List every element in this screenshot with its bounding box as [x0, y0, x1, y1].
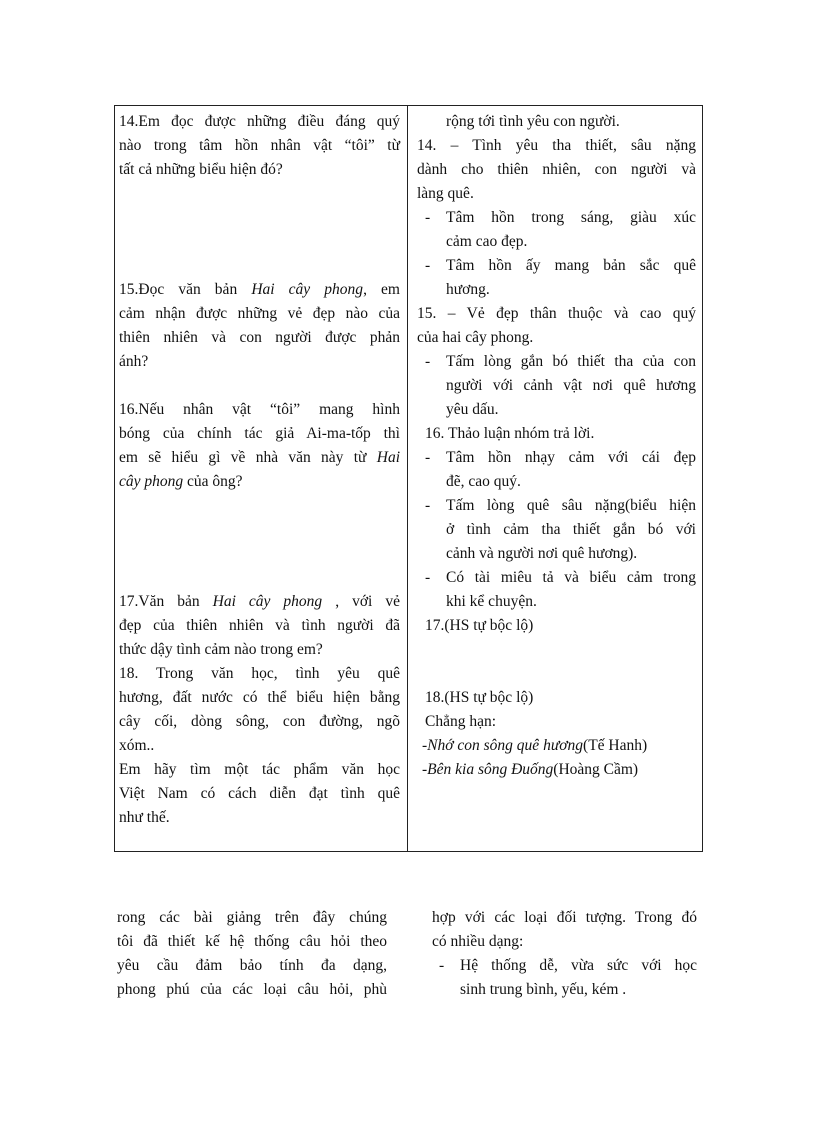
text-line: cảnh và người nơi quê hương).: [446, 545, 638, 562]
text-line: cây cối, dòng sông, con đường, ngõ: [119, 713, 400, 730]
text-line: ở tình cảm tha thiết gắn bó với: [446, 521, 696, 538]
text-line: của hai cây phong.: [417, 329, 534, 346]
text-line: ánh?: [119, 353, 149, 370]
text-line: em sẽ hiểu gì về nhà văn này từ Hai: [119, 449, 400, 466]
text-line: hương.: [446, 281, 490, 298]
answer-continuation: rộng tới tình yêu con người.: [446, 113, 620, 130]
text-line: Em hãy tìm một tác phẩm văn học: [119, 761, 400, 778]
text-line: 14. – Tình yêu tha thiết, sâu nặng: [417, 137, 696, 154]
bullet-dash: -: [439, 957, 445, 974]
text-line: 17.Văn bản Hai cây phong , với vẻ: [119, 593, 401, 610]
text-line: 16. Thảo luận nhóm trả lời.: [425, 425, 595, 442]
text-line: -Nhớ con sông quê hương(Tế Hanh): [422, 737, 648, 754]
text-line: 15. – Vẻ đẹp thân thuộc và cao quý: [417, 305, 696, 322]
text-line: 14.Em đọc được những điều đáng quý: [119, 113, 400, 130]
text-line: làng quê.: [417, 185, 474, 202]
text-line: Tấm lòng quê sâu nặng(biểu hiện: [446, 497, 696, 514]
text-line: Có tài miêu tả và biểu cảm trong: [446, 569, 696, 586]
text-line: Hệ thống dễ, vừa sức với học: [460, 957, 697, 974]
text-line: đẹp của thiên nhiên và tình người đã: [119, 617, 400, 634]
text-line: rong các bài giảng trên đây chúng: [117, 909, 387, 926]
bullet-dash: -: [425, 497, 431, 514]
text-line: thức dậy tình cảm nào trong em?: [119, 641, 323, 658]
text-line: khi kể chuyện.: [446, 593, 537, 610]
text-line: Tâm hồn trong sáng, giàu xúc: [446, 209, 696, 226]
text-line: có nhiều dạng:: [432, 933, 524, 950]
text-line: 16.Nếu nhân vật “tôi” mang hình: [119, 401, 400, 418]
text-line: cảm nhận được những vẻ đẹp nào của: [119, 305, 400, 322]
column-divider: [407, 105, 408, 852]
text-line: hương, đất nước có thể biểu hiện bằng: [119, 689, 400, 706]
text-line: thiên nhiên và con người được phản: [119, 329, 400, 346]
bullet-dash: -: [425, 569, 431, 586]
text-line: -Bên kia sông Đuống(Hoàng Cầm): [422, 761, 639, 778]
text-line: 18.(HS tự bộc lộ): [425, 689, 534, 706]
text-line: tôi đã thiết kế hệ thống câu hỏi theo: [117, 933, 387, 950]
text-line: yêu dấu.: [446, 401, 499, 418]
text-line: hợp với các loại đối tượng. Trong đó: [432, 909, 697, 926]
bullet-dash: -: [425, 209, 431, 226]
text-line: Tâm hồn ấy mang bản sắc quê: [446, 257, 696, 274]
text-line: Tâm hồn nhạy cảm với cái đẹp: [446, 449, 696, 466]
text-line: xóm..: [119, 737, 155, 754]
text-line: Việt Nam có cách diễn đạt tình quê: [119, 785, 400, 802]
bullet-dash: -: [425, 353, 431, 370]
bullet-dash: -: [425, 257, 431, 274]
text-line: phong phú của các loại câu hỏi, phù: [117, 981, 387, 998]
text-line: dành cho thiên nhiên, con người và: [417, 161, 696, 178]
text-line: bóng của chính tác giả Ai-ma-tốp thì: [119, 425, 400, 442]
text-line: như thế.: [119, 809, 170, 826]
text-line: yêu cầu đảm bảo tính đa dạng,: [117, 957, 387, 974]
bullet-dash: -: [425, 449, 431, 466]
text-line: đẽ, cao quý.: [446, 473, 521, 490]
text-line: người với cảnh vật nơi quê hương: [446, 377, 696, 394]
answer-17: 17.(HS tự bộc lộ): [425, 617, 534, 634]
text-line: Chẳng hạn:: [425, 713, 497, 730]
text-line: cảm cao đẹp.: [446, 233, 528, 250]
text-line: 15.Đọc văn bản Hai cây phong, em: [119, 281, 400, 298]
text-line: cây phong của ông?: [119, 473, 243, 490]
text-line: Tấm lòng gắn bó thiết tha của con: [446, 353, 696, 370]
text-line: sinh trung bình, yếu, kém .: [460, 981, 627, 998]
text-line: nào trong tâm hồn nhân vật “tôi” từ: [119, 137, 400, 154]
text-line: 18. Trong văn học, tình yêu quê: [119, 665, 400, 682]
text-line: tất cả những biểu hiện đó?: [119, 161, 283, 178]
